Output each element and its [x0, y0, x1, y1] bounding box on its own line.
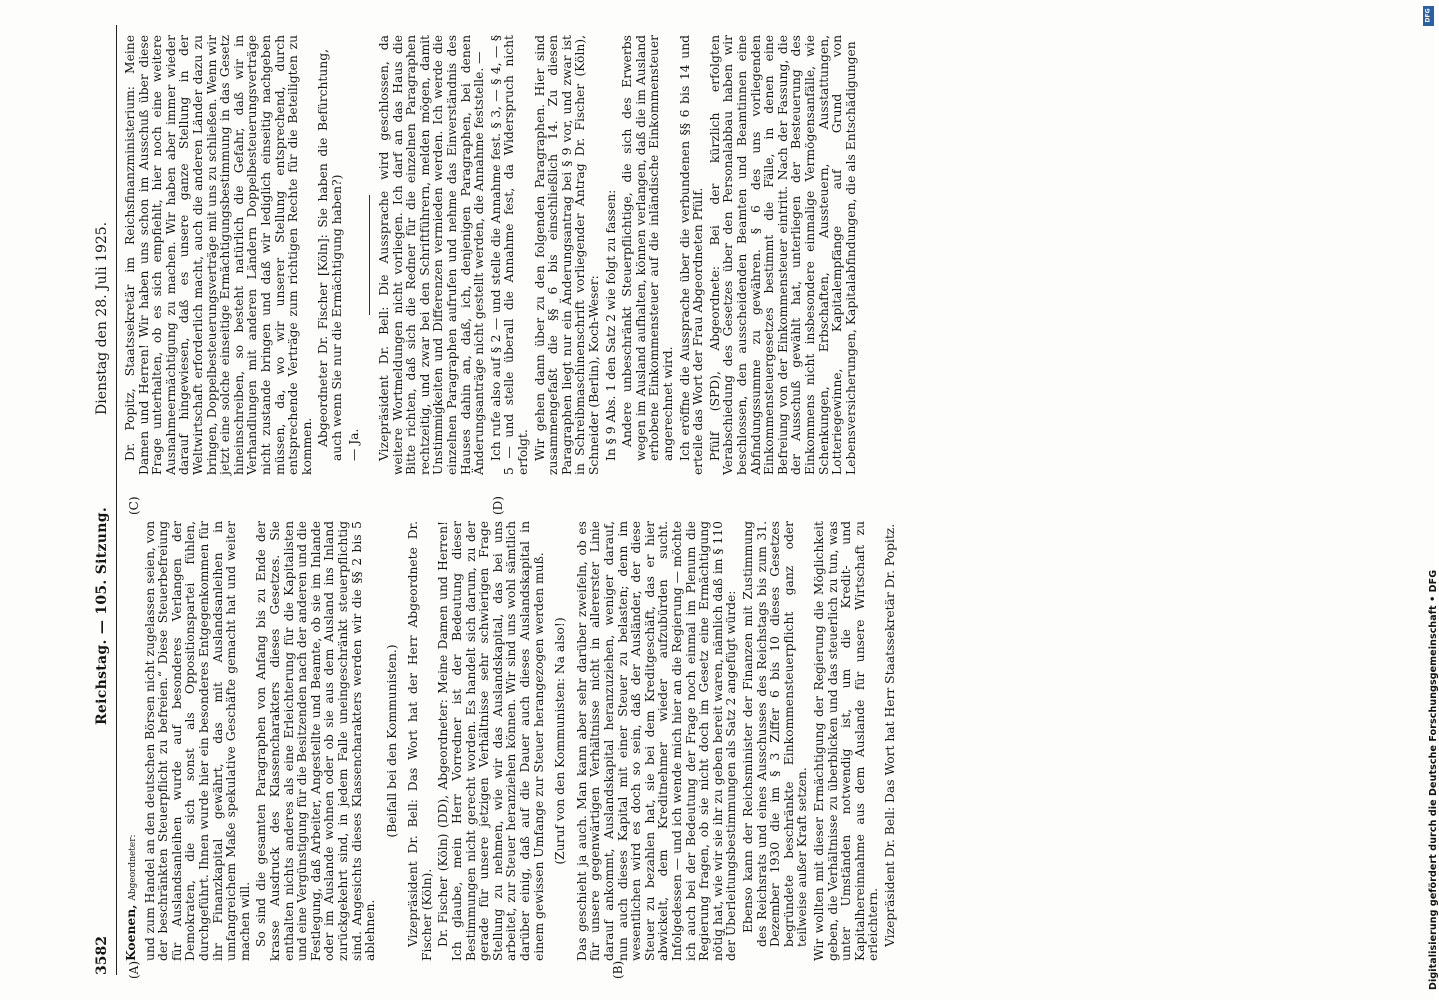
- quoted-amendment: Ebenso kann der Reichsminister der Finanzen mit Zustimmung des Reichsrats und eines Ausschusses des Reichstags bis zum 31. Dezember 1930 die im § 3 Ziffer 6 bis 10 dieses Gesetzes begründete beschränkte Einkommensteuerpflicht ganz oder teilweise außer Kraft setzen.: [740, 521, 810, 947]
- applause-note: (Beifall bei den Kommunisten.): [384, 644, 399, 838]
- quoted-amendment: Andere unbeschränkt Steuerpflichtige, die sich des Erwerbs wegen im Ausland aufhalten, können verlangen, daß die im Ausland erhobene Einkommensteuer auf die inländische Einkommensteuer angerechnet wird.: [620, 35, 675, 461]
- session-date: Dienstag den 28. Juli 1925.: [94, 221, 110, 415]
- interjection-note: Abgeordneter Dr. Fischer [Köln]: Sie haben die Befürchtung, auch wenn Sie nur die Ermächtigung haben?): [316, 49, 344, 461]
- margin-marker-d: (D): [491, 496, 505, 515]
- rotated-page-content: [92, 25, 1070, 979]
- left-column: [124, 521, 900, 961]
- speaker-name: Koenen,: [123, 904, 138, 961]
- paragraph: Ich rufe also auf § 2 — und stelle die Annahme fest. § 3, — § 4, — § 5 — und stelle überall die Annahme fest, da Widerspruch nicht erfolgt.: [488, 35, 531, 475]
- page-number: 3582: [94, 936, 110, 975]
- paragraph: — Ja.: [346, 428, 361, 461]
- paragraph: Vizepräsident Dr. Bell: Die Aussprache wird geschlossen, da weitere Wortmeldungen nicht vorliegen. Ich darf an das Haus die Bitte richten, daß sich die Redner für die einzelnen Paragraphen rechtzeitig, und zwar bei den Schriftführern, melden mögen, damit Unstimmigkeiten und Differenzen vermieden werden. Ich werde die einzelnen Paragraphen aufrufen und nehme das Einverständnis des Hauses dahin an, daß, ich, denjenigen Paragraphen, bei denen Änderungsanträge nicht gestellt werden, die Annahme feststelle. —: [377, 35, 487, 475]
- margin-marker-a: (A): [127, 960, 141, 979]
- paragraph: Dr. Popitz, Staatssekretär im Reichsfinanzministerium: Meine Damen und Herren! Wir haben uns schon im Ausschuß über diese Frage unterhalten, ob es sich empfiehlt, hier noch eine weitere Ausnahmeermächtigung zu machen. Wir haben aber immer wieder darauf hingewiesen, daß es unsere ganze Stellung in der Weltwirtschaft erforderlich macht, auch die anderen Länder dazu zu bringen, Doppelbesteuerungsverträge mit uns zu schließen. Wenn wir jetzt eine solche einseitige Ermächtigungsbestimmung in das Gesetz hineinschreiben, so besteht natürlich die Gefahr, daß wir in Verhandlungen mit anderen Ländern Doppelbesteuerungsverträge nicht zustande bringen und daß wir lediglich einseitig nachgeben müssen, da, wo wir unserer Stellung entsprechend, durch entsprechende Verträge zum richtigen Rechte für die Beteiligten zu kommen.: [123, 35, 314, 475]
- paragraph: Das geschieht ja auch. Man kann aber sehr darüber zweifeln, ob es für unsere gegenwärtigen Verhältnisse nicht in allererster Linie darauf ankommt, Auslandskapital heranzuziehen, weniger darauf, nun auch dieses Kapital mit einer Steuer zu belasten; denn im wesentlichen wird es doch so sein, daß der Ausländer, der diese Steuer zu bezahlen hat, sie bei dem Kreditgeschäft, das er hier abwickelt, dem Kreditnehmer wieder aufzubürden sucht. Infolgedessen — und ich wende mich hier an die Regierung — möchte ich auch bei der Bedeutung der Frage noch einmal im Plenum die Regierung fragen, ob sie nicht doch im Gesetz eine Ermächtigung nötig hat, wie wir sie ihr zu geben bereit waren, nämlich daß im § 110 der Überleitungsbestimmungen als Satz 2 angefügt würde:: [574, 521, 739, 961]
- paragraph: Wir wollten mit dieser Ermächtigung der Regierung die Möglichkeit geben, die Verhältnisse zu überblicken und das steuerlich zu tun, was unter Umständen notwendig ist, um die Kredit- und Kapitalhereinnahme aus dem Auslande für unsere Wirtschaft zu erleichtern.: [811, 521, 881, 961]
- page-header: [92, 25, 117, 975]
- paragraph: In § 9 Abs. 1 den Satz 2 wie folgt zu fassen:: [603, 189, 618, 461]
- right-column: [124, 35, 861, 475]
- paragraph: Vizepräsident Dr. Bell: Das Wort hat Herr Staatssekretär Dr. Popitz.: [882, 523, 897, 947]
- margin-marker-b: (B): [611, 960, 625, 979]
- paragraph: Dr. Fischer (Köln) (DD), Abgeordneter: Meine Damen und Herren! Ich glaube, mein Herr Vorredner ist der Bedeutung dieser Bestimmungen nicht gerecht worden. Es handelt sich darum, zu der gerade für unsere jetzigen Verhältnisse sehr schwierigen Frage Stellung zu nehmen, wie wir das Auslandskapital, das bei uns arbeitet, zur Steuer heranziehen können. Wir sind uns wohl sämtlich darüber einig, daß auf die Dauer auch dieses Auslandskapital in einem gewissen Umfange zur Steuer herangezogen werden muß.: [436, 521, 546, 961]
- section-divider: [369, 195, 370, 315]
- paragraph: Wir gehen dann über zu den folgenden Paragraphen. Hier sind zusammengefaßt die §§ 6 bis einschließlich 14. Zu diesen Paragraphen liegt nur ein Änderungsantrag bei § 9 vor, und zwar ist in Schreibmaschinenschrift vorliegender Antrag Dr. Fischer (Köln), Schneider (Berlin), Koch-Weser:: [532, 35, 601, 475]
- paragraph: Ich eröffne die Aussprache über die verbundenen §§ 6 bis 14 und erteile das Wort der Frau Abgeordneten Pfülf.: [677, 35, 706, 475]
- paragraph: So sind die gesamten Paragraphen von Anfang bis zu Ende der krasse Ausdruck des Klassencharakters dieses Gesetzes. Sie enthalten nichts anderes als eine Erleichterung für die Kapitalisten und eine Vergünstigung für die Besitzenden nach der anderen und die Festlegung, daß Arbeiter, Angestellte und Beamte, ob sie im Inlande oder im Auslande wohnen oder ob sie aus dem Ausland ins Inland zurückgekehrt sind, in jedem Falle uneingeschränkt steuerpflichtig sind. Angesichts dieses Klassencharakters werden wir die §§ 2 bis 5 ablehnen.: [254, 521, 378, 961]
- session-title: Reichstag. — 105. Sitzung.: [94, 506, 110, 725]
- paragraph: Pfülf (SPD), Abgeordnete: Bei der kürzlich erfolgten Verabschiedung des Gesetzes über den Personalabbau haben wir beschlossen, den ausscheidenden Beamten und Beamtinnen eine Abfindungssumme zu gewähren. § 6 des uns vorliegenden Einkommensteuergesetzes bestimmt die Fälle, in denen eine Befreiung von der Einkommensteuer eintritt. Nach der Fassung, die der Ausschuß gewählt hat, unterliegen der Besteuerung des Einkommens nicht insbesondere einmalige Vermögensanfälle, wie Schenkungen, Erbschaften, Aussteuern, Ausstattungen, Lotteriegewinne, Kapitalempfänge auf Grund von Lebensversicherungen, Kapitalabfindungen, die als Entschädigungen: [707, 35, 858, 475]
- dfg-credit-line: Digitalisierung gefördert durch die Deutsche Forschungsgemeinschaft • DFG: [1428, 569, 1439, 990]
- dfg-logo-label: DFG: [1424, 8, 1432, 23]
- interjection-note: (Zuruf von den Kommunisten: Na also!): [553, 617, 568, 865]
- dfg-logo-icon: [1423, 6, 1434, 26]
- paragraph: und zum Handel an den deutschen Börsen nicht zugelassen seien, von der beschränkten Steuerpflicht zu befreien.“ Diese Steuerbefreiung für Auslandsanleihen wurde auf besonderes Verlangen der Demokraten, die sich sonst als Oppositionspartei fühlen, durchgeführt. Ihnen wurde hier ein besonderes Entgegenkommen für ihr Finanzkapital gewährt, das mit Auslandsanleihen in umfangreichem Maße spekulative Geschäfte gemacht hat und weiter machen will.: [142, 521, 252, 961]
- speaker-role: Abgeordneter:: [128, 834, 138, 901]
- paragraph: Vizepräsident Dr. Bell: Das Wort hat der Herr Abgeordnete Dr. Fischer (Köln).: [406, 521, 434, 961]
- speaker-intro: [124, 521, 141, 961]
- margin-marker-c: (C): [127, 496, 141, 515]
